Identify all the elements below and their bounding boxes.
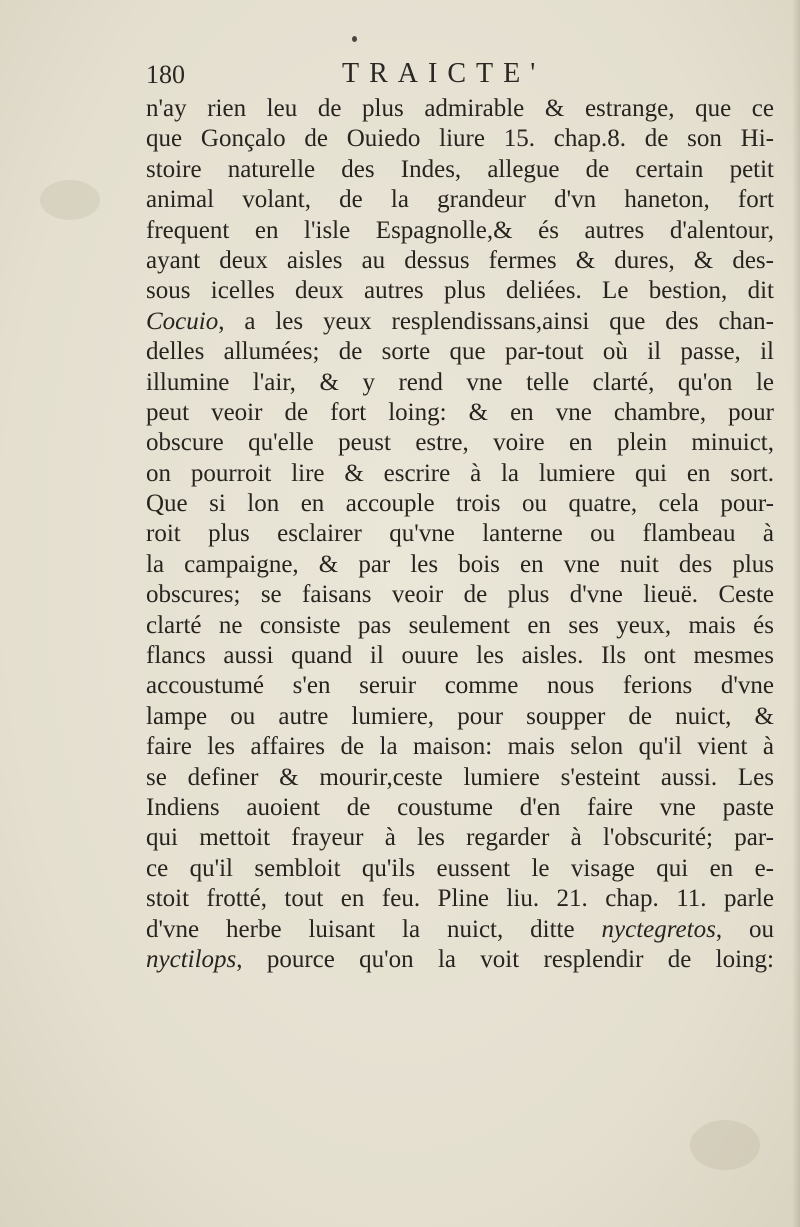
text-line — [146, 611, 774, 641]
text-segment: sous icelles deux autres plus deliées. Le bestion, dit — [146, 277, 774, 305]
italic-term: Cocuio — [146, 307, 219, 335]
text-line — [146, 884, 774, 914]
text-line — [146, 580, 774, 610]
text-segment: obscures; se faisans veoir de plus d'vne lieuë. Ceste — [146, 581, 774, 609]
text-segment: roit plus esclairer qu'vne lanterne ou flambeau à — [146, 520, 774, 548]
text-line — [146, 945, 774, 975]
text-line — [146, 276, 774, 306]
text-line — [146, 763, 774, 793]
paper-stain — [40, 180, 100, 220]
text-segment: la campaigne, & par les bois en vne nuit des plus — [146, 550, 774, 578]
text-line — [146, 337, 774, 367]
text-segment: delles allumées; de sorte que par-tout où il passe, il — [146, 338, 774, 366]
text-segment: flancs aussi quand il ouure les aisles. Ils ont mesmes — [146, 642, 774, 670]
text-segment: animal volant, de la grandeur d'vn haneton, fort — [146, 186, 774, 214]
italic-term: nyctilops — [146, 945, 237, 973]
text-segment: , pource qu'on la voit resplendir de loing: — [236, 945, 774, 973]
text-line — [146, 94, 774, 124]
text-line — [146, 550, 774, 580]
text-segment: accoustumé s'en seruir comme nous ferions d'vne — [146, 672, 774, 700]
text-line — [146, 459, 774, 489]
text-line — [146, 307, 774, 337]
text-line — [146, 671, 774, 701]
text-line — [146, 519, 774, 549]
text-segment: ce qu'il sembloit qu'ils eussent le visage qui en e- — [146, 854, 774, 882]
running-head: TRAICTE' — [342, 58, 546, 89]
text-segment: se definer & mourir,ceste lumiere s'esteint aussi. Les — [146, 763, 774, 791]
text-line — [146, 216, 774, 246]
text-segment: n'ay rien leu de plus admirable & estrange, que ce — [146, 95, 774, 122]
text-segment: lampe ou autre lumiere, pour soupper de nuict, & — [146, 702, 774, 730]
text-line — [146, 793, 774, 823]
text-segment: d'vne herbe luisant la nuict, ditte — [146, 915, 602, 943]
text-line — [146, 702, 774, 732]
text-segment: faire les affaires de la maison: mais selon qu'il vient à — [146, 733, 774, 761]
body-text — [146, 94, 774, 975]
text-line — [146, 641, 774, 671]
text-line — [146, 823, 774, 853]
text-line — [146, 854, 774, 884]
text-line — [146, 246, 774, 276]
text-segment: clarté ne consiste pas seulement en ses yeux, mais és — [146, 611, 774, 639]
text-segment: , ou — [715, 915, 774, 943]
ink-dot — [352, 36, 357, 42]
page-edge-shadow — [792, 0, 800, 1227]
text-segment: , a les yeux resplendissans,ainsi que des chan- — [218, 307, 774, 335]
text-segment: illumine l'air, & y rend vne telle clarté, qu'on le — [146, 368, 774, 396]
text-line — [146, 428, 774, 458]
text-line — [146, 155, 774, 185]
text-line — [146, 398, 774, 428]
text-segment: stoit frotté, tout en feu. Pline liu. 21. chap. 11. parle — [146, 885, 774, 913]
text-segment: frequent en l'isle Espagnolle,& és autres d'alentour, — [146, 216, 774, 244]
text-segment: on pourroit lire & escrire à la lumiere qui en sort. — [146, 459, 774, 487]
text-segment: obscure qu'elle peust estre, voire en plein minuict, — [146, 429, 774, 457]
text-line — [146, 185, 774, 215]
text-line — [146, 368, 774, 398]
page-header — [0, 56, 800, 96]
text-segment: qui mettoit frayeur à les regarder à l'obscurité; par- — [146, 824, 774, 852]
text-segment: stoire naturelle des Indes, allegue de certain petit — [146, 155, 774, 183]
text-line — [146, 489, 774, 519]
italic-term: nyctegretos — [601, 915, 716, 943]
text-segment: que Gonçalo de Ouiedo liure 15. chap.8. de son Hi- — [146, 125, 774, 153]
text-segment: peut veoir de fort loing: & en vne chambre, pour — [146, 398, 774, 426]
text-segment: Que si lon en accouple trois ou quatre, cela pour- — [146, 490, 774, 518]
paper-stain — [690, 1120, 760, 1170]
text-line — [146, 732, 774, 762]
text-segment: ayant deux aisles au dessus fermes & dures, & des- — [146, 246, 774, 274]
page-number: 180 — [146, 60, 185, 89]
text-line — [146, 124, 774, 154]
text-segment: Indiens auoient de coustume d'en faire vne paste — [146, 793, 774, 821]
text-line — [146, 915, 774, 945]
